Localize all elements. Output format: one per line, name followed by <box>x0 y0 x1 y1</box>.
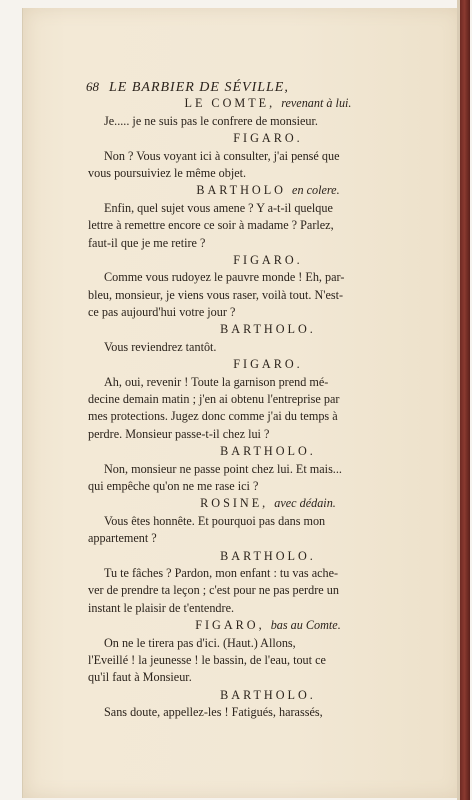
speaker-line <box>88 617 448 634</box>
speaker-name: BARTHOLO <box>196 183 286 198</box>
speaker-name: FIGARO, <box>195 618 265 633</box>
speaker-line <box>88 443 448 460</box>
speaker-name: ROSINE, <box>200 496 269 511</box>
stage-direction: avec dédain. <box>274 496 336 511</box>
stage-direction: revenant à lui. <box>281 96 352 111</box>
speaker-name: BARTHOLO. <box>220 322 316 337</box>
page-number: 68 <box>86 79 99 94</box>
speech-line: instant le plaisir de t'entendre. <box>88 600 235 615</box>
speaker-name: BARTHOLO. <box>220 687 316 702</box>
speaker-name: FIGARO. <box>233 357 303 372</box>
speaker-line <box>88 495 448 512</box>
running-title: LE BARBIER DE SÉVILLE, <box>109 80 289 95</box>
speaker-line <box>88 130 448 147</box>
speech-line: decine demain matin ; j'en ai obtenu l'entreprise par <box>88 392 340 407</box>
speech-line: faut-il que je me retire ? <box>88 235 206 250</box>
stage-direction: en colere. <box>292 183 340 198</box>
speech-line: Je..... je ne suis pas le confrere de monsieur. <box>104 113 318 128</box>
speaker-line <box>88 321 448 338</box>
speech-line: Non, monsieur ne passe point chez lui. Et mais... <box>104 461 342 476</box>
speech-line: Vous êtes honnête. Et pourquoi pas dans mon <box>104 513 326 528</box>
speaker-line <box>88 356 448 373</box>
speech-line: l'Eveillé ! la jeunesse ! le bassin, de l'eau, tout ce <box>88 652 326 667</box>
speaker-line <box>88 95 448 112</box>
speaker-name: FIGARO. <box>233 131 303 146</box>
speech-line: qu'il faut à Monsieur. <box>88 670 192 685</box>
speech-line: Comme vous rudoyez le pauvre monde ! Eh, par- <box>104 270 345 285</box>
speaker-name: LE COMTE, <box>184 96 276 111</box>
speaker-line <box>88 252 448 269</box>
speaker-line <box>88 182 448 199</box>
speech-line: Tu te fâches ? Pardon, mon enfant : tu vas ache- <box>104 565 339 580</box>
speech-line: Enfin, quel sujet vous amene ? Y a-t-il quelque <box>104 200 333 215</box>
speaker-line <box>88 548 448 565</box>
page-text <box>88 78 448 721</box>
book-binding <box>460 0 470 800</box>
speech-line: lettre à remettre encore ce soir à madame ? Parlez, <box>88 218 334 233</box>
speaker-name: FIGARO. <box>233 252 303 267</box>
speech-line: Vous reviendrez tantôt. <box>104 339 217 354</box>
speech-line: perdre. Monsieur passe-t-il chez lui ? <box>88 426 270 441</box>
speech-line: vous poursuiviez le même objet. <box>88 165 247 180</box>
speaker-line <box>88 687 448 704</box>
speech-line: qui empêche qu'on ne me rase ici ? <box>88 478 259 493</box>
speech-line: Sans doute, appellez-les ! Fatigués, harassés, <box>104 705 323 720</box>
speech-line: Ah, oui, revenir ! Toute la garnison prend mé- <box>104 374 329 389</box>
speech-line: mes protections. Jugez donc comme j'ai du temps à <box>88 409 338 424</box>
speech-line: bleu, monsieur, je viens vous raser, voilà tout. N'est- <box>88 287 344 302</box>
stage-direction: bas au Comte. <box>270 618 341 633</box>
speech-line: appartement ? <box>88 531 157 546</box>
speech-line: ce pas aujourd'hui votre jour ? <box>88 305 236 320</box>
speech-line: On ne le tirera pas d'ici. (Haut.) Allons, <box>104 635 296 650</box>
speech-line: Non ? Vous voyant ici à consulter, j'ai pensé que <box>104 148 340 163</box>
play-text-body <box>88 95 448 721</box>
running-header <box>88 78 448 95</box>
speaker-name: BARTHOLO. <box>220 548 316 563</box>
speaker-name: BARTHOLO. <box>220 444 316 459</box>
speech-line: ver de prendre ta leçon ; c'est pour ne pas perdre un <box>88 583 339 598</box>
